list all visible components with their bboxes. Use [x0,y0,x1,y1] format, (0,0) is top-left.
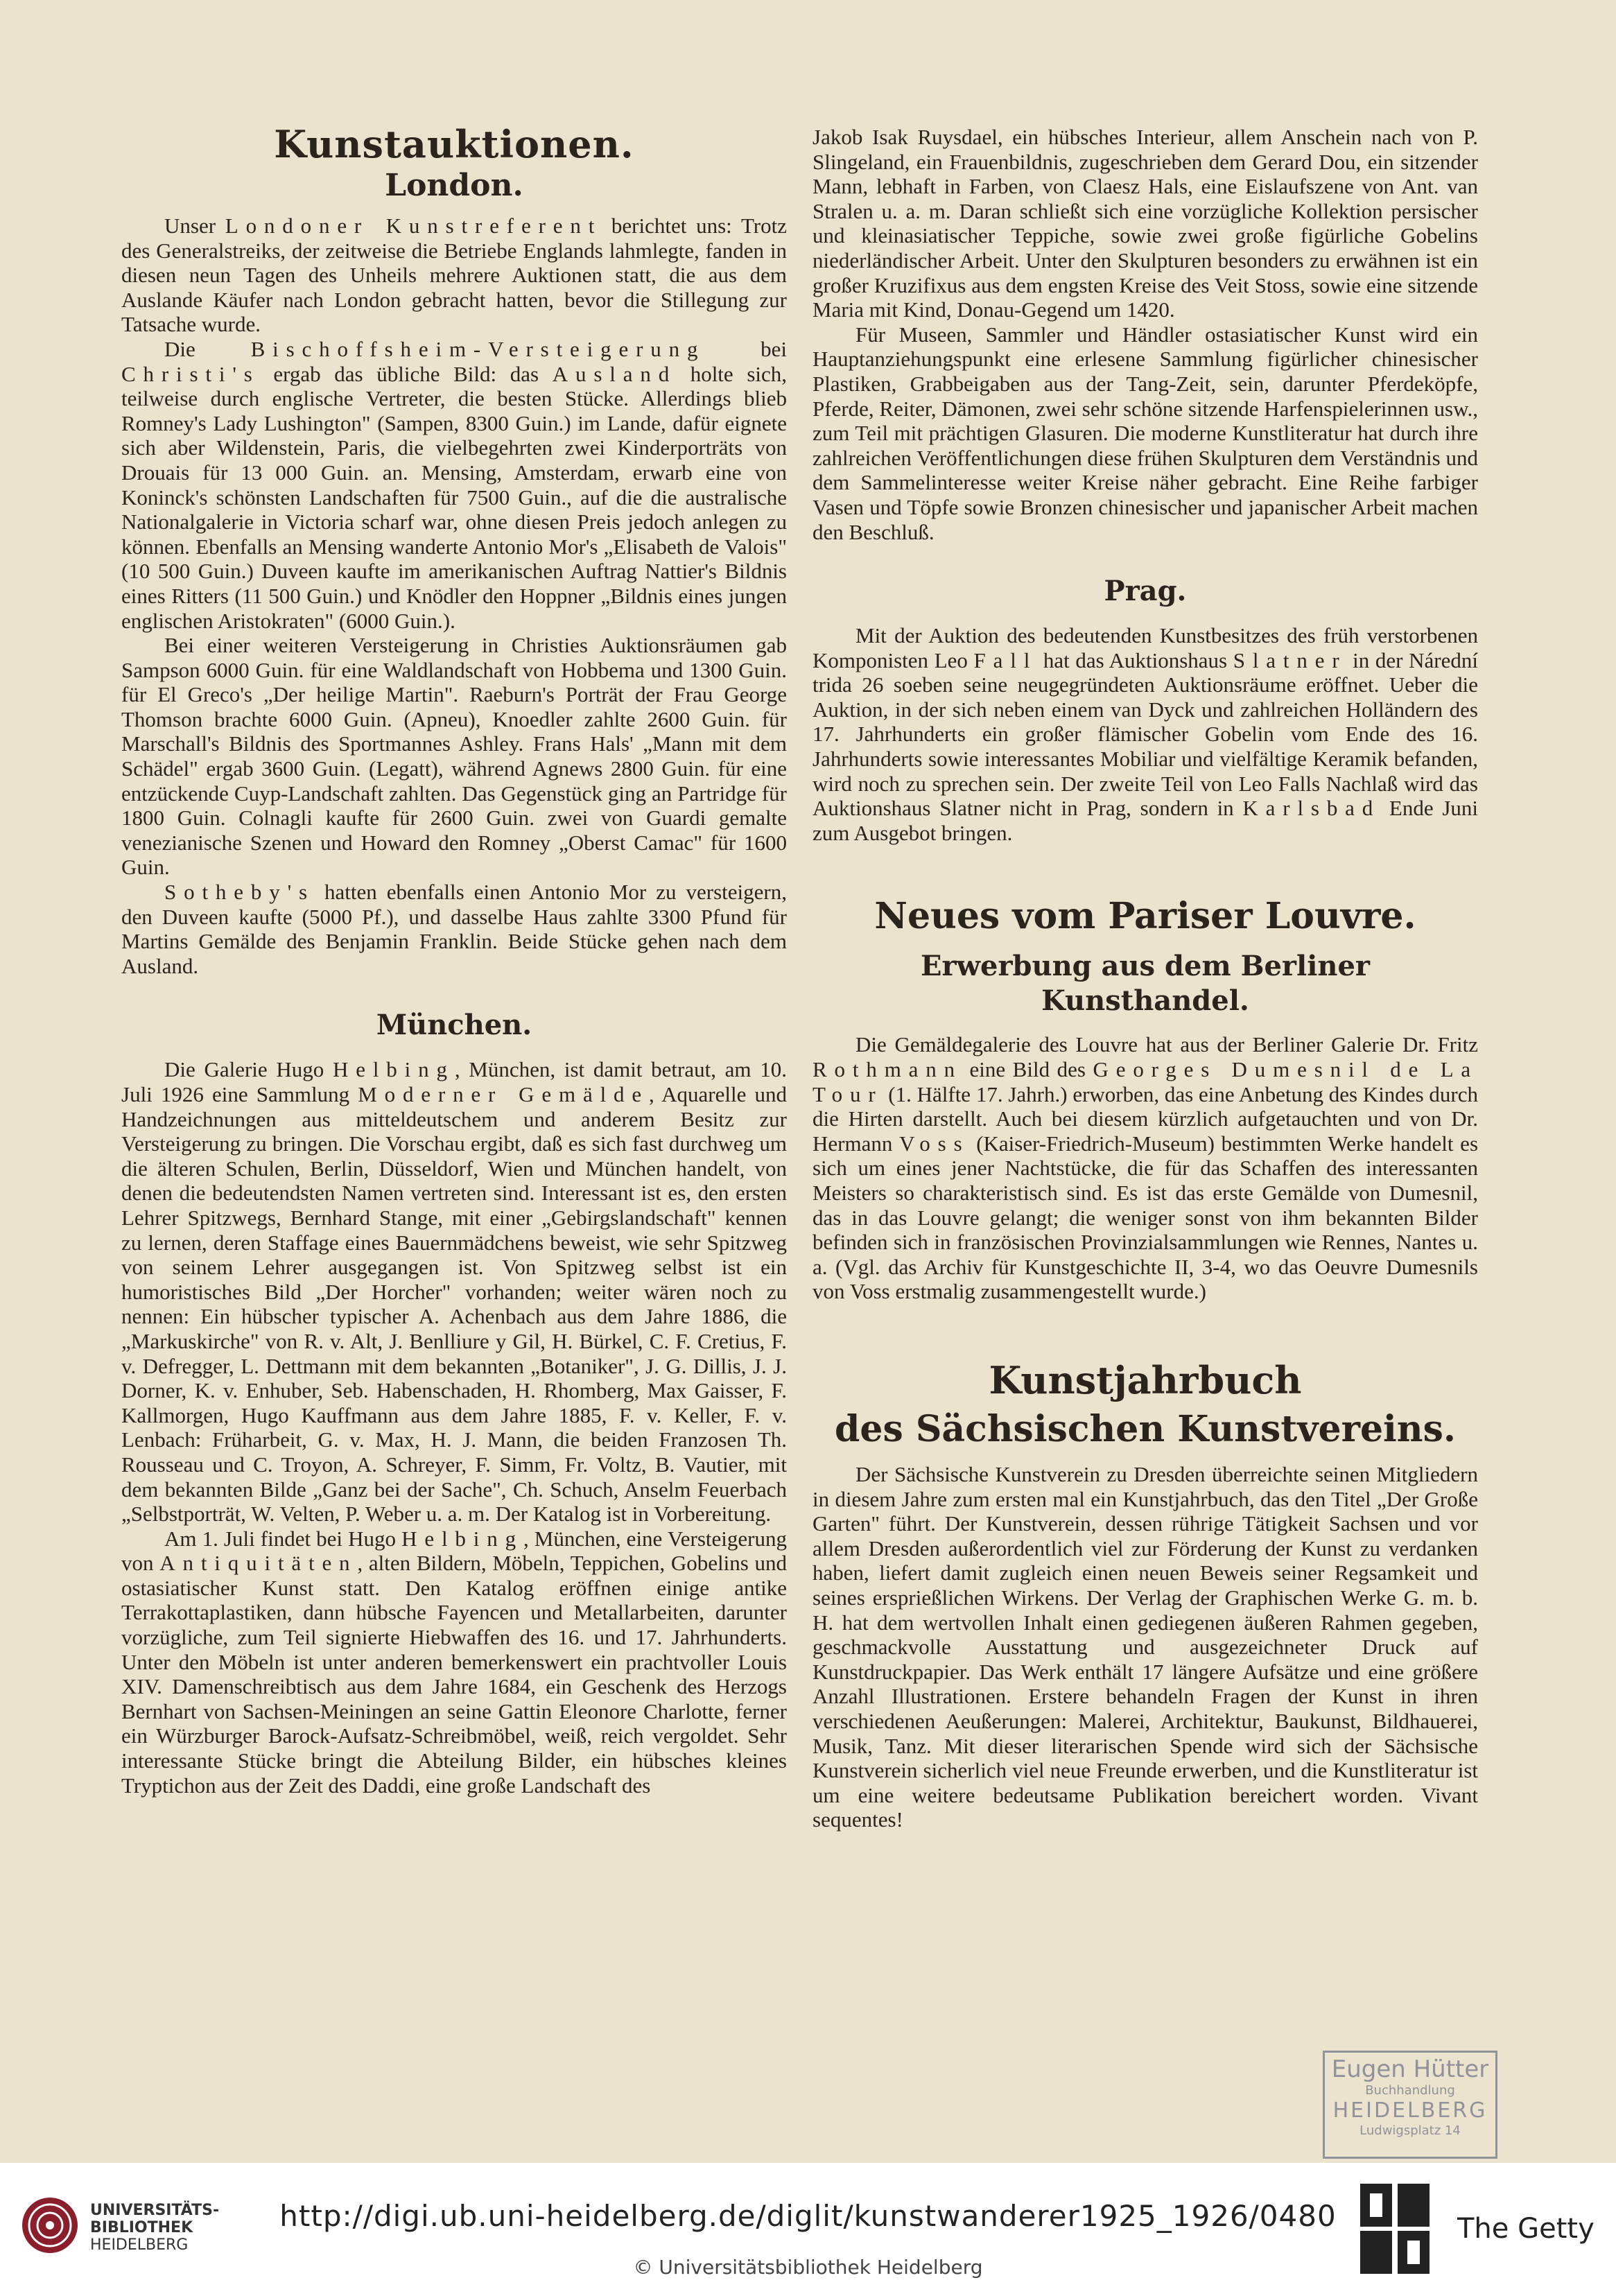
copyright-notice: © Universitätsbibliothek Heidelberg [633,2256,983,2279]
right-column [813,125,1478,1832]
muenchen-paragraph-2: Am 1. Juli findet bei Hugo Helbing, München, eine Versteigerung von Antiquitäten, alten Bildern, Möbeln, Teppichen, Gobelins und ostasiatischer Kunst statt. Den Katalog eröffnen einige antike Terrakottaplastiken, dann hübsche Fayencen und Metallarbeiten, darunter vorzügliche, zum Teil signierte Hiebwaffen des 16. und 17. Jahrhunderts. Unter den Möbeln ist unter anderen bemerkenswert ein prachtvoller Louis XIV. Damenschreibtisch aus dem Jahre 1684, ein Geschenk des Herzogs Bernhart von Sachsen-Meiningen an seine Gattin Eleonore Charlotte, ferner ein Würzburger Barock-Aufsatz-Schreibmöbel, weiß, reich vergoldet. Sehr interessante Stücke bringt die Abteilung Bilder, ein hübsches kleines Tryptichon aus der Zeit des Daddi, eine große Landschaft des [121,1526,788,1798]
source-url-link[interactable]: http://digi.ub.uni-heidelberg.de/diglit/kunstwanderer1925_1926/0480 [279,2199,1337,2233]
ub-line-1: UNIVERSITÄTS- [90,2202,220,2219]
prag-paragraph: Mit der Auktion des bedeutenden Kunstbesitzes des früh verstorbenen Komponisten Leo Fall hat das Auktionshaus Slatner in der Nárední trida 26 soeben seine neugegründeten Auktionsräume eröffnet. Ueber die Auktion, in der sich neben einem van Dyck und zahlreichen Holländern des 17. Jahrhunderts ein großer flämischer Gobelin vom Ende des 16. Jahrhunderts sowie interessantes Mobiliar und vielfältige Keramik befanden, wird noch zu sprechen sein. Der zweite Teil von Leo Falls Nachlaß wird das Auktionshaus Slatner nicht in Prag, sondern in Karlsbad Ende Juni zum Ausgebot bringen. [813,623,1478,845]
stamp-line-1: Eugen Hütter [1331,2055,1489,2083]
muenchen-continued-paragraph: Jakob Isak Ruysdael, ein hübsches Interieur, allem Anschein nach von P. Slingeland, ein Frauenbildnis, zugeschrieben dem Gerard Dou, ein sitzender Mann, lebhaft in Farben, von Claesz Hals, eine Eislaufszene von Ant. van Stralen u. a. m. Daran schließt sich eine vorzügliche Kollektion persischer und kleinasiatischer Teppiche, sowie zwei große figürliche Gobelins niederländischer Arbeit. Unter den Skulpturen besonders zu erwähnen ist ein großer Kruzifixus aus dem engsten Kreise des Veit Stoss, sowie eine sitzende Maria mit Kind, Donau-Gegend um 1420. [813,125,1478,322]
getty-name: The Getty [1457,2213,1595,2245]
london-paragraph-4: Sotheby's hatten ebenfalls einen Antonio Mor zu versteigern, den Duveen kaufte (5000 Pf.), und dasselbe Haus zahlte 3300 Pfund für Martins Gemälde des Benjamin Franklin. Beide Stücke gehen nach dem Ausland. [121,880,787,978]
heading-kunstjahrbuch-subtitle: des Sächsischen Kunstvereins. [835,1407,1456,1450]
louvre-paragraph: Die Gemäldegalerie des Louvre hat aus der Berliner Galerie Dr. Fritz Rothmann eine Bild des Georges Dumesnil de La Tour (1. Hälfte 17. Jahrh.) erworben, das eine Anbetung des Kindes durch die Hirten darstellt. Auch bei diesem kürzlich aufgetauchten und von Dr. Hermann Voss (Kaiser-Friedrich-Museum) bestimmten Werke handelt es sich um eines jener Nachtstücke, die für das Schaffen des interessanten Meisters so charakteristisch sind. Es ist das erste Gemälde von Dumesnil, das in das Louvre gelangt; die weniger sonst von ihm bekannten Bilder befinden sich in französischen Provinzialsammlungen wie Rennes, Nantes u. a. (Vgl. das Archiv für Kunstgeschichte II, 3-4, wo das Oeuvre Dumesnils von Voss erstmalig zusammengestellt wurde.) [813,1032,1479,1304]
stamp-line-2: Buchhandlung [1365,2083,1455,2098]
stamp-line-4: Ludwigsplatz 14 [1359,2123,1461,2138]
heading-prag: Prag. [1104,575,1187,608]
heading-louvre-subtitle: Erwerbung aus dem Berliner Kunsthandel. [921,950,1370,1018]
library-stamp [1323,2051,1497,2159]
muenchen-paragraph-1: Die Galerie Hugo Helbing, München, ist damit betraut, am 10. Juli 1926 eine Sammlung Moderner Gemälde, Aquarelle und Handzeichnungen aus mitteldeutschem und anderem Besitz zur Versteigerung zu bringen. Die Vorschau ergibt, daß es sich fast durchweg um die älteren Schulen, Berlin, Düsseldorf, Wien und München handelt, von denen die bedeutendsten Namen vertreten sind. Interessant ist es, den ersten Lehrer Spitzwegs, Bernhard Stange, mit einer „Gebirgslandschaft" kennen zu lernen, deren Staffage eines Bauernmädchens beweist, wie sehr Spitzweg von seinem Lehrer ausgegangen ist. Von Spitzweg selbst ist ein humoristisches Bild „Der Horcher" vorhanden; weiter wären noch zu nennen: Ein hübscher typischer A. Achenbach aus dem Jahre 1886, die „Markuskirche" von R. v. Alt, J. Benlliure y Gil, H. Bürkel, C. F. Cretius, F. v. Defregger, L. Dettmann mit dem bekannten „Botaniker", J. G. Dillis, J. J. Dorner, K. v. Enhuber, Seb. Habenschaden, H. Rhomberg, Max Gaisser, F. Kallmorgen, Hugo Kauffmann aus dem Jahre 1885, F. v. Keller, F. v. Lenbach: Früharbeit, G. v. Max, H. J. Mann, die beiden Franzosen Th. Rousseau und C. Troyon, A. Schreyer, F. Simm, Fr. Voltz, B. Vautier, mit dem bekannten Bilde „Ganz bei der Sache", Ch. Schuch, Anselm Feuerbach „Selbstporträt, W. Velten, P. Weber u. a. m. Der Katalog ist in Vorbereitung. [121,1057,787,1527]
london-paragraph-2: Die Bischoffsheim-Versteigerung bei Christi's ergab das übliche Bild: das Ausland holte sich, teilweise durch englische Vertreter, die besten Stücke. Allerdings blieb Romney's Lady Lushington" (Sampen, 8300 Guin.) im Lande, dafür eignete sich aber Wildenstein, Paris, die vielbegehrten zwei Kinderporträts von Drouais für 13 000 Guin. an. Mensing, Amsterdam, erwarb eine von Koninck's schönsten Landschaften für 7500 Guin., auf die die australische Nationalgalerie in Victoria scharf war, ohne diesen Preis jedoch anlegen zu können. Ebenfalls an Mensing wanderte Antonio Mor's „Elisabeth de Valois" (10 500 Guin.) Duveen kaufte im amerikanischen Auftrag Nattier's Bildnis eines Ritters (11 500 Guin.) und Knödler den Hoppner „Bildnis eines jungen englischen Aristokraten" (6000 Guin.). [121,336,788,633]
heading-london: London. [385,168,523,203]
london-paragraph-3: Bei einer weiteren Versteigerung in Christies Auktionsräumen gab Sampson 6000 Guin. für eine Waldlandschaft von Hobbema und 1300 Guin. für El Greco's „Der heilige Martin". Raeburn's Porträt der Frau George Thomson brachte 6000 Guin. (Apneu), Knoedler zahlte 2600 Guin. für Marschall's Bildnis des Sportmannes Ashley. Frans Hals' „Mann mit dem Schädel" ergab 3600 Guin. (Legatt), während Agnews 2800 Guin. für eine entzückende Cuyp-Landschaft zahlten. Das Gegenstück ging an Partridge für 1800 Guin. Colnagli kaufte für 2600 Guin. zwei von Guardi gemalte venezianische Szenen und Howard den Romney „Oberst Camac" für 1600 Guin. [121,633,787,880]
getty-logo-icon [1360,2184,1430,2274]
heading-kunstjahrbuch: Kunstjahrbuch [989,1357,1302,1402]
stamp-line-3: HEIDELBERG [1332,2098,1488,2123]
ub-line-2: BIBLIOTHEK [90,2219,193,2236]
heading-kunstauktionen: Kunstauktionen. [274,122,634,166]
london-paragraph-1: Unser Londoner Kunstreferent berichtet uns: Trotz des Generalstreiks, der zeitweise die Betriebe Englands lahmlegte, fanden in diesen neun Tagen des Unheils mehrere Auktionen statt, die aus dem Auslande Käufer nach London gebracht hatten, bevor die Stillegung zur Tatsache wurde. [121,214,787,337]
ostasiatisch-paragraph: Für Museen, Sammler und Händler ostasiatischer Kunst wird ein Hauptanziehungspunkt eine erlesene Sammlung figürlicher chinesischer Plastiken, Grabbeigaben aus der Tang-Zeit, sein, darunter Pferdeköpfe, Pferde, Reiter, Dämonen, zwei sehr schöne sitzende Harfenspielerinnen usw., zum Teil mit prächtigen Glasuren. Die moderne Kunstliteratur hat durch ihre zahlreichen Veröffentlichungen diese frühen Skulpturen dem Verständnis und dem Sammelinteresse weiter Kreise näher gebracht. Eine Reihe farbiger Vasen und Töpfe sowie Bronzen chinesischer und japanischer Arbeit machen den Beschluß. [813,322,1478,544]
left-column [121,104,787,1798]
ub-line-3: HEIDELBERG [90,2236,189,2254]
footer-bar [0,2163,1616,2296]
heading-louvre: Neues vom Pariser Louvre. [874,895,1416,938]
heading-muenchen: München. [376,1009,532,1042]
jahrbuch-paragraph: Der Sächsische Kunstverein zu Dresden überreichte seinen Mitgliedern in diesem Jahre zum ersten mal ein Kunstjahrbuch, das den Titel „Der Große Garten" führt. Der Kunstverein, dessen rührige Tätigkeit Sachsen und vor allem Dresden außerordentlich viel zur Förderung der Kunst zu verdanken haben, liefert damit zugleich einen neuen Beweis seiner Regsamkeit und seines ersprießlichen Wirkens. Der Verlag der Graphischen Werke G. m. b. H. hat dem wertvollen Inhalt einen gediegenen äußeren Rahmen gegeben, geschmackvolle Ausstattung und ausgezeichneter Druck auf Kunstdruckpapier. Das Werk enthält 17 längere Aufsätze und eine größere Anzahl Illustrationen. Erstere behandeln Fragen der Kunst in ihren verschiedenen Aeußerungen: Malerei, Architektur, Baukunst, Bildhauerei, Musik, Tanz. Mit dieser literarischen Spende wird sich der Sächsische Kunstverein sicherlich viel neue Freunde erwerben, und die Kunstliteratur ist um eine weitere bedeutsame Publikation bereichert worden. Vivant sequentes! [813,1461,1478,1832]
